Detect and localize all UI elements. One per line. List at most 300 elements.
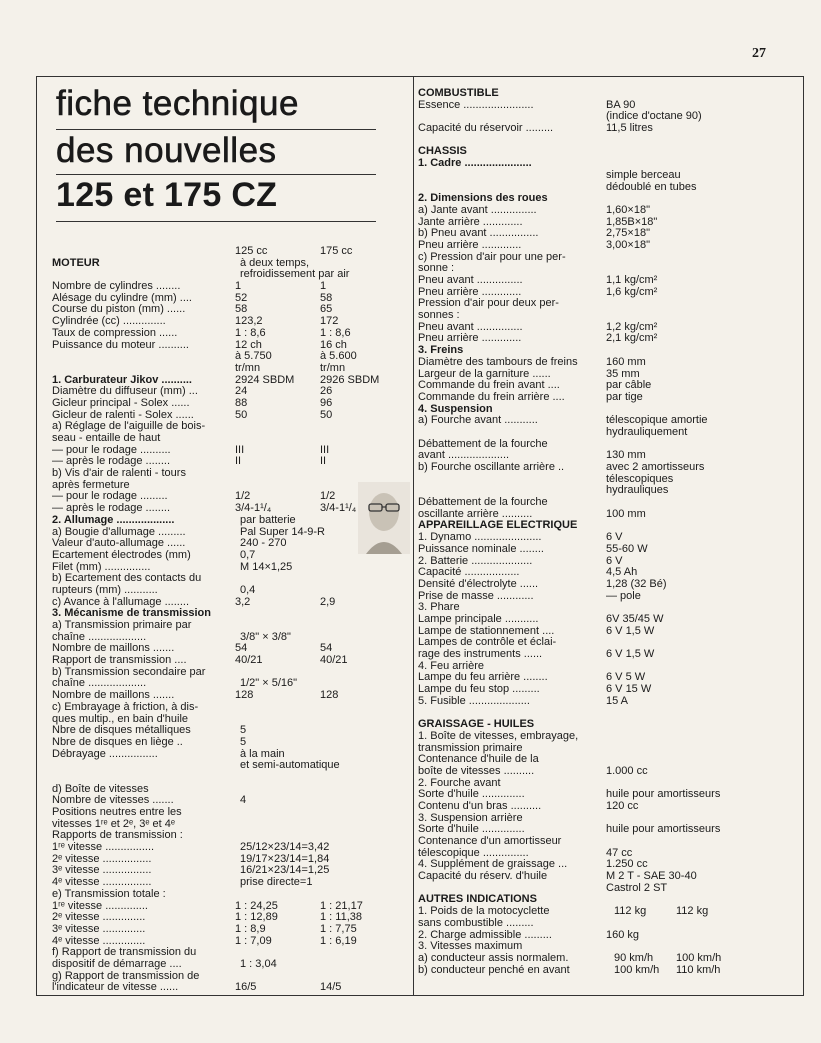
spec-row [418,462,802,474]
spec-a: 3/4-1¹/₄ [235,502,272,515]
spec-l: Lampe principale ........... [418,612,539,625]
spec-l: — pour le rodage ......... [52,490,168,503]
spec-row [52,749,408,761]
spec-row [418,953,802,965]
spec-row [52,468,408,480]
spec-a: 1/2 [235,490,251,503]
spec-c: 160 mm [606,355,646,368]
spec-c: avec 2 amortisseurs [606,461,705,473]
title-line-2: des nouvelles [56,131,277,170]
spec-c: 1,1 kg/cm² [606,274,658,286]
spec-l: Nbre de disques métalliques [52,724,191,737]
spec-l: Pneu avant ............... [418,274,523,286]
spec-l: oscillante arrière .......... [418,507,533,520]
spec-l: — après le rodage ........ [52,455,171,468]
spec-b: tr/mn [320,361,346,374]
spec-b: 2,9 [320,595,336,608]
spec-l: 5. Fusible .................... [418,694,530,707]
spec-row [52,737,408,749]
spec-c: 6 V 1,5 W [606,648,655,660]
spec-l: Nombre de maillons ....... [52,689,175,702]
spec-l: 2. Dimensions des roues [418,192,548,205]
spec-l: Nombre de vitesses ....... [52,794,174,807]
spec-b: 58 [320,291,333,304]
spec-a: 100 km/h [614,963,660,976]
spec-l: Capacité du réservoir ......... [418,122,554,135]
title-line-3: 125 et 175 CZ [56,176,278,214]
spec-row [418,298,802,310]
spec-l: — pour le rodage .......... [52,443,171,456]
spec-b: 54 [320,642,333,655]
spec-c: 1.000 cc [606,764,648,777]
spec-row [418,544,802,556]
spec-c: huile pour amortisseurs [606,788,721,801]
spec-l: 3. Suspension arrière [418,811,523,824]
spec-row [52,655,408,667]
spec-l: Pression d'air pour deux per- [418,297,559,310]
spec-a: 88 [235,396,248,409]
spec-c: 1 : 3,04 [240,957,277,970]
spec-b: 1 : 21,17 [320,899,363,912]
spec-a: II [235,455,242,468]
spec-l: 4. Supplément de graissage ... [418,858,568,871]
left-spec-column [52,246,408,994]
spec-row [418,170,802,182]
spec-row [418,731,802,743]
spec-a: 1 : 8,6 [235,326,266,339]
spec-l: c) Embrayage à friction, à dis- [52,700,199,713]
spec-row [418,252,802,264]
spec-l: 1. Cadre ...................... [418,157,532,170]
spec-c: 15 A [606,694,629,707]
spec-c: BA 90 [606,98,636,111]
spec-a: 125 cc [235,245,268,257]
spec-row [52,620,408,632]
spec-b: 1 : 11,38 [320,911,362,924]
spec-c: huile pour amortisseurs [606,823,721,836]
spec-c: 6 V 15 W [606,683,652,696]
spec-c: Castrol 2 ST [606,881,668,894]
spec-l: c) Pression d'air pour une per- [418,250,566,263]
spec-l: Gicleur de ralenti - Solex ...... [52,408,194,421]
spec-l: 4ᵉ vitesse .............. [52,934,146,947]
spec-a: 2924 SBDM [235,373,295,386]
spec-l: avant .................... [418,449,510,462]
spec-b: 96 [320,396,333,409]
spec-l: MOTEUR [52,256,100,269]
spec-l: Gicleur principal - Solex ...... [52,396,190,409]
spec-l: Largeur de la garniture ...... [418,367,551,380]
spec-c: (indice d'octane 90) [606,110,702,123]
spec-row [418,614,802,626]
spec-l: Lampes de contrôle et éclai- [418,636,557,649]
spec-l: 1. Dynamo ...................... [418,531,542,544]
spec-l: Capacité .................. [418,566,520,579]
spec-b: III [320,443,330,456]
spec-b: 2926 SBDM [320,373,380,386]
spec-l: f) Rapport de transmission du [52,946,197,959]
spec-l: a) Transmission primaire par [52,619,192,631]
spec-row [52,246,408,258]
spec-a: 54 [235,642,248,655]
spec-c: 1,60×18" [606,203,650,216]
spec-row [418,696,802,708]
spec-l: 1ʳᵉ vitesse ................ [52,841,155,854]
spec-row [52,585,408,597]
spec-l: Débrayage ................ [52,747,158,760]
spec-row [418,205,802,217]
spec-b: 175 cc [320,245,353,257]
spec-a: 1 [235,280,242,293]
spec-l: Alésage du cylindre (mm) .... [52,291,192,304]
spec-c: simple berceau [606,168,681,181]
spec-l: b) Ecartement des contacts du [52,572,202,585]
spec-a: 1 : 12,89 [235,911,278,924]
spec-l: CHASSIS [418,145,467,158]
spec-c: M 2 T - SAE 30-40 [606,870,697,883]
spec-row [418,392,802,404]
spec-row [418,275,802,287]
spec-l: b) Vis d'air de ralenti - tours [52,467,186,480]
spec-l: ques multip., en bain d'huile [52,712,189,725]
spec-c: 100 mm [606,507,646,520]
spec-row [52,550,408,562]
spec-l: sonnes : [418,309,460,322]
spec-row [418,836,802,848]
portrait-photo [358,482,410,554]
spec-row [52,398,408,410]
spec-l: 1. Poids de la motocyclette [418,905,550,918]
spec-l: Jante arrière ............. [418,215,523,228]
spec-c: 2,1 kg/cm² [606,332,658,345]
spec-l: 3. Phare [418,601,460,614]
spec-l: 4. Feu arrière [418,659,485,672]
spec-row [418,123,802,135]
spec-l: Taux de compression ...... [52,326,178,339]
spec-b: 50 [320,408,333,421]
spec-l: c) Avance à l'allumage ........ [52,595,190,608]
spec-c: télescopique amortie [606,414,708,427]
spec-l: COMBUSTIBLE [418,87,499,99]
spec-row [52,515,408,527]
spec-a: 12 ch [235,338,262,351]
spec-l: Valeur d'auto-allumage ...... [52,537,186,550]
spec-l: Commande du frein arrière .... [418,390,565,403]
spec-c: hydrauliquement [606,425,688,438]
spec-c: 25/12×23/14=3,42 [240,841,330,854]
spec-b: II [320,455,327,468]
spec-row [418,871,802,883]
spec-l: Puissance nominale ........ [418,542,544,555]
spec-c: 0,4 [240,583,256,596]
spec-l: Sorte d'huile .............. [418,823,525,836]
spec-l: 2. Allumage ................... [52,513,175,526]
spec-l: Nbre de disques en liège .. [52,735,183,748]
spec-c: 1/2" × 5/16" [240,677,298,690]
spec-l: b) Pneu avant ................ [418,227,539,240]
spec-row [418,310,802,322]
spec-c: hydrauliques [606,484,669,497]
spec-b: 40/21 [320,654,348,667]
spec-a: 1 : 8,9 [235,922,266,935]
spec-a: 16/5 [235,981,257,994]
spec-l: Pneu arrière ............. [418,285,522,298]
spec-row [418,684,802,696]
spec-l: Prise de masse ............ [418,589,534,602]
spec-row [418,240,802,252]
spec-row [52,924,408,936]
spec-l: e) Transmission totale : [52,887,166,900]
spec-l: 1ʳᵉ vitesse .............. [52,899,148,912]
spec-l: Essence ....................... [418,98,534,111]
spec-l: Nombre de maillons ....... [52,642,175,655]
spec-row [418,766,802,778]
spec-l: Nombre de cylindres ........ [52,280,181,293]
spec-l: rupteurs (mm) ........... [52,583,158,596]
column-divider [413,76,414,996]
spec-c: 55-60 W [606,542,648,555]
spec-l: sonne : [418,262,455,275]
spec-c: refroidissement par air [240,268,350,281]
spec-c: 1,6 kg/cm² [606,285,658,298]
spec-l: 2. Charge admissible ......... [418,928,552,941]
spec-row [418,591,802,603]
spec-l: 2. Fourche avant [418,776,501,789]
spec-c: 240 - 270 [240,537,287,550]
spec-row [418,801,802,813]
spec-l: Débattement de la fourche [418,437,548,450]
spec-b: 100 km/h [676,951,722,964]
spec-c: 6 V 1,5 W [606,624,655,637]
spec-b: 1 [320,280,327,293]
spec-row [418,579,802,591]
spec-b: 26 [320,385,333,398]
spec-row [418,649,802,661]
spec-l: AUTRES INDICATIONS [418,893,537,906]
spec-l: 1. Boîte de vitesses, embrayage, [418,729,579,742]
spec-c: 0,7 [240,548,256,561]
spec-l: Contenu d'un bras .......... [418,799,542,812]
spec-l: Cylindrée (cc) .............. [52,315,166,328]
spec-c: 3,00×18" [606,238,650,251]
spec-row [52,760,408,772]
spec-l: Densité d'électrolyte ...... [418,577,539,590]
spec-a: 24 [235,385,248,398]
spec-l: g) Rapport de transmission de [52,969,200,982]
spec-l: dispositif de démarrage .... [52,957,182,970]
spec-l: seau - entaille de haut [52,432,161,444]
spec-c: 1,85B×18" [606,215,658,228]
spec-c: à deux temps, [240,256,310,269]
spec-l: chaîne ................... [52,677,147,690]
spec-l: 1. Carburateur Jikov .......... [52,373,192,386]
spec-row [52,842,408,854]
spec-l: a) Réglage de l'aiguille de bois- [52,420,206,433]
spec-l: Ecartement électrodes (mm) [52,548,191,561]
spec-row [418,88,802,100]
spec-c: 1,28 (32 Bé) [606,577,667,590]
spec-row [418,427,802,439]
title-line-1: fiche technique [56,84,299,123]
spec-b: 3/4-1¹/₄ [320,502,357,515]
spec-l: GRAISSAGE - HUILES [418,718,535,731]
spec-l: Sorte d'huile .............. [418,788,525,801]
spec-c: 11,5 litres [606,122,653,135]
spec-c: 1,2 kg/cm² [606,320,658,333]
spec-b: 172 [320,315,339,328]
spec-a: 1 : 24,25 [235,899,278,912]
spec-c: 16/21×23/14=1,25 [240,864,330,877]
spec-c: à la main [240,747,285,760]
title-rule [56,129,376,130]
spec-c: 47 cc [606,846,633,859]
spec-a: 40/21 [235,654,263,667]
spec-c: 4,5 Ah [606,566,638,579]
title-rule [56,174,376,175]
spec-l: 3. Freins [418,344,464,357]
spec-row [52,982,408,994]
spec-l: vitesses 1ʳᵉ et 2ᵉ, 3ᵉ et 4ᵉ [52,817,175,830]
spec-row [52,281,408,293]
spec-b: 14/5 [320,981,342,994]
spec-l: 2ᵉ vitesse .............. [52,911,146,924]
spec-row [418,357,802,369]
spec-c: 35 mm [606,367,640,380]
spec-l: b) Transmission secondaire par [52,665,206,678]
spec-l: Filet (mm) ............... [52,560,151,573]
spec-l: transmission primaire [418,741,523,754]
spec-row [418,965,802,977]
spec-a: 90 km/h [614,951,654,964]
spec-row [52,772,408,784]
spec-l: 3. Mécanisme de transmission [52,607,211,620]
spec-l: Pneu avant ............... [418,320,523,333]
spec-l: — après le rodage ........ [52,502,171,515]
spec-c: 5 [240,735,247,748]
spec-l: 4ᵉ vitesse ................ [52,876,152,889]
spec-c: par câble [606,379,652,392]
spec-l: 4. Suspension [418,402,493,415]
spec-c: 4 [240,794,247,807]
spec-b: 1/2 [320,490,336,503]
spec-l: Positions neutres entre les [52,806,182,818]
spec-b: 16 ch [320,338,347,351]
spec-c: 3/8" × 3/8" [240,630,291,643]
spec-row [418,333,802,345]
spec-a: 112 kg [614,905,647,918]
spec-a: tr/mn [235,361,261,374]
spec-row [418,135,802,147]
spec-l: a) Jante avant ............... [418,203,537,216]
spec-row [52,889,408,901]
spec-l: chaîne ................... [52,630,147,643]
spec-c: dédoublé en tubes [606,180,697,193]
spec-row [52,351,408,363]
spec-b: 1 : 7,75 [320,922,357,935]
spec-l: télescopique ............... [418,846,529,859]
spec-l: Pneu arrière ............. [418,238,522,251]
spec-c: et semi-automatique [240,759,340,772]
spec-c: par batterie [240,513,296,526]
spec-c: 2,75×18" [606,227,650,240]
spec-l: a) Fourche avant ........... [418,414,538,427]
spec-a: 123,2 [235,315,263,328]
spec-b: 128 [320,689,339,702]
spec-l: Pneu arrière ............. [418,332,522,345]
spec-l: 3ᵉ vitesse .............. [52,922,146,935]
spec-c: télescopiques [606,472,674,485]
spec-l: a) Bougie d'allumage ......... [52,525,186,538]
spec-l: Rapports de transmission : [52,829,183,842]
right-spec-column [418,88,802,976]
spec-c: 6 V 5 W [606,671,646,684]
spec-a: 1 : 7,09 [235,934,272,947]
spec-l: après fermeture [52,478,130,491]
spec-row [52,433,408,445]
spec-row [52,363,408,375]
spec-l: sans combustible ......... [418,916,534,929]
spec-row [418,497,802,509]
spec-l: l'indicateur de vitesse ...... [52,981,179,994]
spec-l: Rapport de transmission .... [52,654,187,667]
spec-l: Puissance du moteur .......... [52,338,189,351]
spec-a: 3,2 [235,595,251,608]
spec-l: Course du piston (mm) ...... [52,303,186,316]
spec-c: 130 mm [606,449,646,462]
spec-l: 2ᵉ vitesse ................ [52,852,152,865]
spec-c: 5 [240,724,247,737]
spec-c: prise directe=1 [240,876,313,889]
spec-a: 58 [235,303,248,316]
spec-a: III [235,443,245,456]
spec-l: Lampe du feu arrière ........ [418,671,548,684]
spec-l: Lampe du feu stop ......... [418,683,540,696]
spec-b: 110 km/h [676,963,721,976]
spec-c: — pole [606,589,641,602]
spec-a: 52 [235,291,248,304]
spec-c: 6V 35/45 W [606,612,664,625]
spec-b: 65 [320,303,333,316]
spec-l: 2. Batterie .................... [418,554,533,567]
spec-l: Contenance d'un amortisseur [418,835,562,847]
spec-row [52,258,408,270]
page-number: 27 [752,46,766,61]
spec-l: Capacité du réserv. d'huile [418,870,548,883]
spec-l: b) Fourche oscillante arrière .. [418,461,565,473]
spec-l: a) conducteur assis normalem. [418,951,569,964]
spec-l: Contenance d'huile de la [418,753,539,766]
spec-l: boîte de vitesses .......... [418,764,535,777]
spec-l: 3. Vitesses maximum [418,940,523,953]
spec-row [52,702,408,714]
spec-c: 120 cc [606,799,639,812]
spec-l: APPAREILLAGE ELECTRIQUE [418,519,578,532]
spec-row [418,918,802,930]
spec-b: à 5.600 [320,350,357,363]
spec-b: 112 kg [676,905,709,918]
spec-l: Débattement de la fourche [418,496,548,509]
spec-a: 50 [235,408,248,421]
spec-l: Lampe de stationnement .... [418,624,555,637]
spec-c: M 14×1,25 [240,560,293,573]
spec-c: 6 V [606,531,623,544]
spec-l: Diamètre du diffuseur (mm) ... [52,385,198,398]
spec-l: Diamètre des tambours de freins [418,355,578,368]
spec-c: par tige [606,390,643,403]
spec-a: 128 [235,689,254,702]
spec-l: d) Boîte de vitesses [52,782,149,795]
spec-l: b) conducteur penché en avant [418,963,570,976]
